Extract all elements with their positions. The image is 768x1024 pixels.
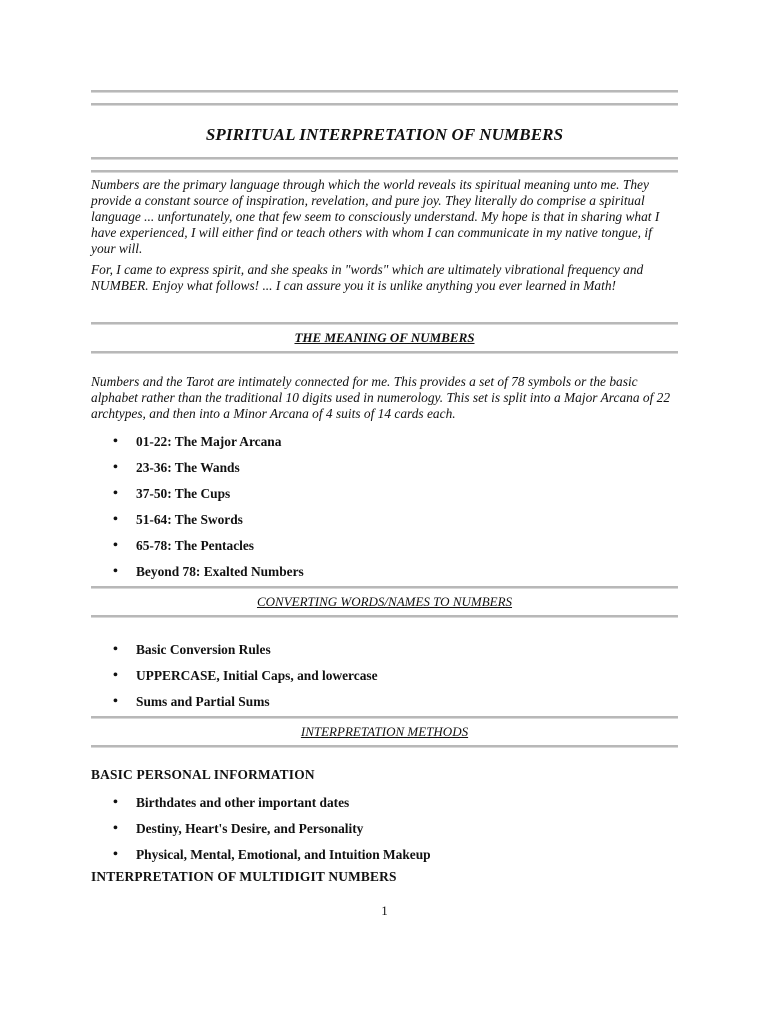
bullet-icon: • (113, 668, 118, 683)
list-item-label: Basic Conversion Rules (136, 642, 271, 657)
list-item (91, 432, 678, 458)
list-item-label: Physical, Mental, Emotional, and Intuition Makeup (136, 847, 431, 862)
divider (91, 745, 678, 748)
section-heading-methods (91, 716, 678, 748)
list-item-label: 65-78: The Pentacles (136, 538, 255, 553)
meaning-list (91, 432, 678, 588)
divider (91, 90, 678, 93)
list-item (91, 793, 678, 819)
list-item (91, 536, 678, 562)
bullet-icon: • (113, 847, 118, 862)
section-title: INTERPRETATION METHODS (300, 724, 469, 739)
section-title: CONVERTING WORDS/NAMES TO NUMBERS (256, 594, 513, 609)
section-heading-meaning (91, 322, 678, 354)
list-item (91, 845, 678, 871)
section-title: THE MEANING OF NUMBERS (294, 330, 475, 345)
list-item-label: 01-22: The Major Arcana (136, 434, 282, 449)
list-item (91, 562, 678, 588)
list-item-label: Destiny, Heart's Desire, and Personality (136, 821, 364, 836)
divider (91, 170, 678, 173)
intro-paragraph: Numbers are the primary language through which the world reveals its spiritual meaning unto me. They provide a constant source of inspiration, revelation, and pure joy. They literally do comprise a spiritual language ... unfortunately, one that few seem to consciously understand. My hope is that in sharing what I have experienced, I will either find or teach others with whom I can communicate in my native tongue, if your will. (91, 177, 660, 256)
bullet-icon: • (113, 694, 118, 709)
meaning-paragraph: Numbers and the Tarot are intimately connected for me. This provides a set of 78 symbols or the basic alphabet rather than the traditional 10 digits used in numerology. This set is split into a Major Arcana of 22 archtypes, and then into a Minor Arcana of 4 suits of 14 cards each. (91, 374, 671, 421)
divider (91, 103, 678, 106)
converting-list (91, 640, 678, 718)
bullet-icon: • (113, 460, 118, 475)
section-heading-converting (91, 586, 678, 618)
list-item-label: 37-50: The Cups (136, 486, 231, 501)
divider (91, 157, 678, 160)
list-item-label: Birthdates and other important dates (136, 795, 350, 810)
list-item (91, 666, 678, 692)
title-block (91, 90, 678, 173)
subheading-multidigit: INTERPRETATION OF MULTIDIGIT NUMBERS (91, 869, 397, 884)
list-item (91, 484, 678, 510)
list-item-label: UPPERCASE, Initial Caps, and lowercase (136, 668, 378, 683)
bullet-icon: • (113, 821, 118, 836)
bullet-icon: • (113, 434, 118, 449)
bullet-icon: • (113, 642, 118, 657)
subheading-basic-info: BASIC PERSONAL INFORMATION (91, 767, 315, 782)
divider (91, 615, 678, 618)
list-item (91, 692, 678, 718)
list-item-label: 51-64: The Swords (136, 512, 243, 527)
list-item (91, 458, 678, 484)
methods-list (91, 793, 678, 871)
intro-paragraph: For, I came to express spirit, and she speaks in "words" which are ultimately vibrational frequency and NUMBER. Enjoy what follows! ... I can assure you it is unlike anything you ever learned in Math! (91, 262, 644, 293)
list-item-label: 23-36: The Wands (136, 460, 240, 475)
bullet-icon: • (113, 538, 118, 553)
bullet-icon: • (113, 564, 118, 579)
intro-text (91, 177, 678, 299)
page-number: 1 (381, 903, 388, 918)
divider (91, 351, 678, 354)
list-item-label: Sums and Partial Sums (136, 694, 270, 709)
list-item-label: Beyond 78: Exalted Numbers (136, 564, 304, 579)
list-item (91, 640, 678, 666)
bullet-icon: • (113, 795, 118, 810)
list-item (91, 819, 678, 845)
bullet-icon: • (113, 512, 118, 527)
page-title: SPIRITUAL INTERPRETATION OF NUMBERS (205, 125, 564, 144)
list-item (91, 510, 678, 536)
bullet-icon: • (113, 486, 118, 501)
